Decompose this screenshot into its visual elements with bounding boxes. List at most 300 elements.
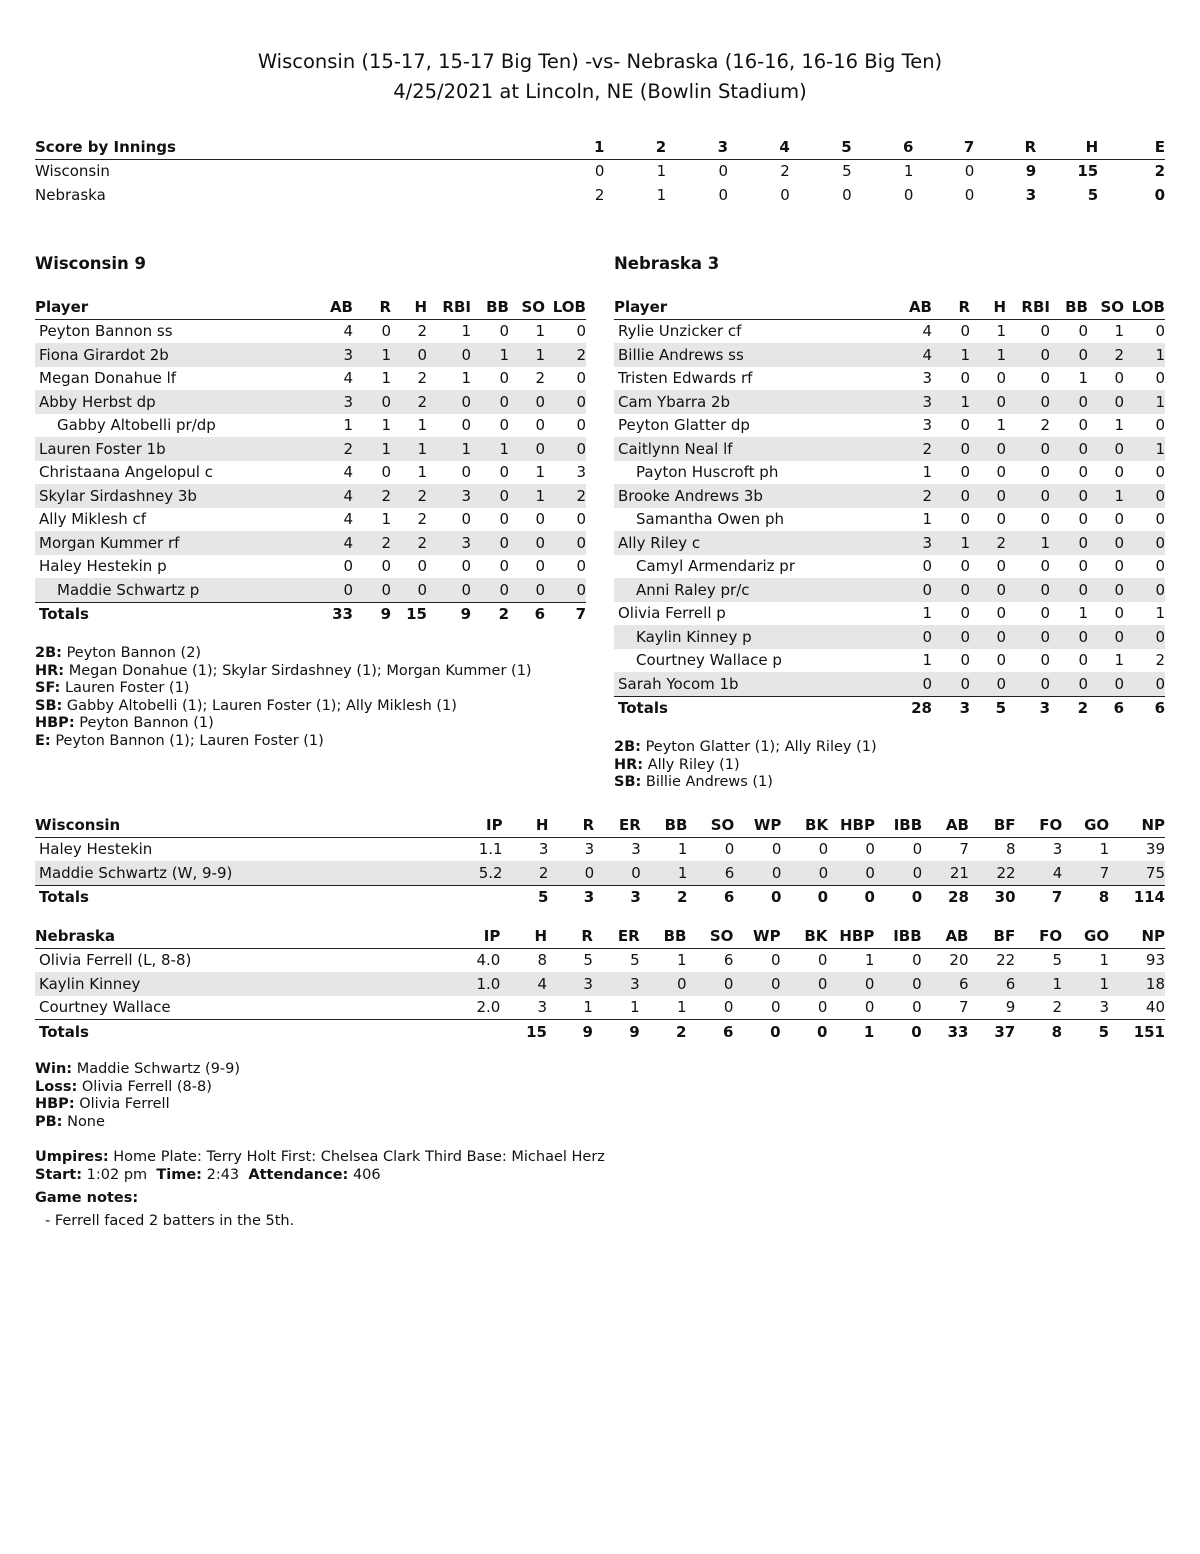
player-row — [614, 343, 1165, 367]
note-text: Peyton Glatter (1); Ally Riley (1) — [645, 739, 877, 755]
pitcher-stat: 7 — [958, 998, 969, 1017]
home-team-score-label: Nebraska 3 — [614, 254, 720, 273]
pitcher-row — [35, 972, 1165, 996]
batting-col-header: SO — [509, 295, 545, 319]
score-team-row — [35, 183, 1165, 207]
totals-stat: 2 — [471, 602, 509, 626]
player-stat: 4 — [305, 531, 353, 555]
player-name: Camyl Armendariz pr — [636, 557, 795, 576]
player-stat: 1 — [1124, 437, 1165, 461]
player-stat: 0 — [1050, 437, 1088, 461]
note-label: SB: — [35, 697, 63, 714]
player-stat: 0 — [1155, 369, 1165, 388]
pitcher-stat: 3 — [1052, 840, 1063, 859]
pitching-col-header: BK — [781, 924, 828, 948]
player-stat: 0 — [509, 531, 545, 555]
player-stat: 0 — [545, 390, 586, 414]
pitcher-stat: 0 — [818, 840, 829, 859]
pitcher-stat: 0 — [875, 861, 922, 885]
pitcher-stat: 6 — [723, 951, 734, 970]
inning-runs: 1 — [903, 162, 914, 181]
player-name: Anni Raley pr/c — [614, 578, 884, 602]
player-stat: 0 — [545, 578, 586, 602]
totals-stat: 0 — [875, 885, 922, 909]
inning-runs: 0 — [718, 162, 729, 181]
player-stat: 0 — [1078, 416, 1088, 435]
pitching-col-header: AB — [922, 813, 969, 837]
player-stat: 0 — [381, 463, 391, 482]
pitcher-stat: 0 — [640, 972, 687, 996]
pitcher-stat: 0 — [912, 840, 923, 859]
player-stat: 0 — [1040, 369, 1050, 388]
player-row — [35, 461, 586, 485]
pitcher-stat: 6 — [969, 972, 1016, 996]
pitcher-row — [35, 948, 1165, 972]
note-text: Ally Riley (1) — [647, 756, 740, 773]
player-row — [35, 531, 586, 555]
player-stat: 1 — [471, 437, 509, 461]
player-stat: 1 — [970, 343, 1006, 367]
batting-col-header: Player — [35, 295, 305, 319]
player-stat: 0 — [391, 578, 427, 602]
pitcher-stat: 0 — [686, 972, 733, 996]
pitcher-row — [35, 861, 1165, 885]
player-stat: 0 — [970, 437, 1006, 461]
pitcher-stat: 1 — [1099, 951, 1110, 970]
player-stat: 2 — [305, 437, 353, 461]
player-name: Skylar Sirdashney 3b — [35, 484, 305, 508]
player-stat: 0 — [545, 437, 586, 461]
player-name: Lauren Foster 1b — [35, 437, 305, 461]
pitcher-stat: 0 — [594, 861, 641, 885]
player-stat: 3 — [427, 484, 471, 508]
pitcher-stat: 0 — [827, 972, 874, 996]
totals-label: Totals — [35, 1020, 453, 1044]
totals-label: Totals — [35, 602, 305, 626]
player-stat: 2 — [353, 484, 391, 508]
pitching-col-header: HBP — [828, 813, 875, 837]
pitcher-stat: 0 — [724, 840, 735, 859]
score-col-header: H — [1036, 135, 1098, 159]
inning-runs: 5 — [842, 162, 852, 181]
player-stat: 1 — [427, 437, 471, 461]
player-stat: 0 — [461, 416, 471, 435]
note-label: E: — [35, 732, 51, 749]
note-label: HR: — [35, 662, 65, 679]
player-stat: 2 — [391, 531, 427, 555]
start-value: 1:02 pm — [86, 1166, 148, 1183]
batting-col-header: RBI — [1006, 295, 1050, 319]
player-stat: 0 — [1040, 604, 1050, 623]
batting-totals-row — [614, 696, 1165, 720]
player-name: Rylie Unzicker cf — [618, 322, 742, 341]
visitor-pitching-table — [35, 813, 1165, 909]
pitcher-name: Olivia Ferrell (L, 8-8) — [39, 951, 192, 970]
batting-col-header: AB — [884, 295, 932, 319]
batting-col-header: R — [932, 295, 970, 319]
pitcher-stat: 0 — [865, 840, 875, 859]
totals-label: Totals — [35, 885, 456, 909]
player-name: Ally Riley c — [614, 531, 884, 555]
player-stat: 2 — [535, 369, 545, 388]
player-stat: 3 — [884, 390, 932, 414]
batting-col-header: LOB — [1124, 295, 1165, 319]
player-name: Gabby Altobelli pr/dp — [57, 416, 216, 435]
player-stat: 0 — [1124, 531, 1165, 555]
batting-col-header: SO — [1088, 295, 1124, 319]
pitcher-stat: 0 — [723, 998, 734, 1017]
batting-note-line — [35, 663, 532, 681]
note-label: HBP: — [35, 715, 75, 732]
player-stat: 0 — [1155, 557, 1165, 576]
player-stat: 0 — [471, 390, 509, 414]
player-stat: 1 — [996, 416, 1006, 435]
player-stat: 1 — [1114, 651, 1124, 670]
totals-stat: 0 — [828, 885, 875, 909]
player-stat: 0 — [996, 463, 1006, 482]
pitcher-stat: 1 — [583, 998, 593, 1017]
player-stat: 2 — [417, 369, 427, 388]
decision-summary — [35, 1061, 240, 1131]
totals-stat: 0 — [733, 1020, 780, 1044]
note-label: SB: — [614, 774, 642, 791]
pitcher-stat: 4 — [500, 972, 547, 996]
player-stat: 2 — [884, 437, 932, 461]
player-stat: 2 — [391, 390, 427, 414]
pitcher-stat: 21 — [922, 861, 969, 885]
player-stat: 0 — [932, 484, 970, 508]
score-header-label: Score by Innings — [35, 135, 543, 159]
player-stat: 0 — [1040, 322, 1050, 341]
player-stat: 4 — [884, 343, 932, 367]
player-stat: 0 — [1124, 484, 1165, 508]
inning-runs: 2 — [780, 162, 790, 181]
player-stat: 0 — [960, 557, 970, 576]
inning-runs: 1 — [656, 185, 667, 204]
pitcher-stat: 3 — [1099, 998, 1110, 1017]
summary-line — [35, 1096, 240, 1114]
total-errors: 0 — [1154, 185, 1165, 204]
player-stat: 0 — [1050, 390, 1088, 414]
player-stat: 0 — [499, 369, 509, 388]
game-notes-title: Game notes: — [35, 1190, 139, 1206]
pitcher-stat: 0 — [734, 861, 781, 885]
pitcher-stat: 0 — [817, 951, 828, 970]
player-stat: 1 — [417, 416, 427, 435]
player-stat: 1 — [1155, 604, 1165, 623]
totals-stat: 15 — [391, 602, 427, 626]
note-text: Billie Andrews (1) — [645, 774, 773, 791]
batting-header-row — [614, 295, 1165, 319]
pitcher-stat: 0 — [733, 972, 780, 996]
totals-stat: 3 — [932, 696, 970, 720]
totals-stat: 151 — [1109, 1020, 1165, 1044]
score-col-header: 3 — [666, 135, 728, 159]
totals-stat: 0 — [874, 1020, 921, 1044]
player-stat: 0 — [960, 463, 970, 482]
total-runs: 9 — [1025, 162, 1037, 181]
pitcher-stat: 1 — [677, 840, 688, 859]
pitching-totals-row — [35, 1020, 1165, 1044]
player-stat: 0 — [970, 484, 1006, 508]
pitcher-stat: 22 — [996, 951, 1016, 970]
pitcher-stat: 6 — [922, 972, 969, 996]
totals-stat: 6 — [1124, 696, 1165, 720]
player-name: Peyton Glatter dp — [618, 416, 750, 435]
pitcher-stat: 2.0 — [476, 998, 501, 1017]
totals-stat: 3 — [548, 885, 594, 909]
player-stat: 0 — [576, 416, 586, 435]
player-name: Billie Andrews ss — [614, 343, 884, 367]
player-row — [614, 578, 1165, 602]
game-title: Wisconsin (15-17, 15-17 Big Ten) -vs- Nebraska (16-16, 16-16 Big Ten) — [257, 50, 943, 73]
batting-note-line — [35, 698, 532, 716]
player-stat: 0 — [1088, 531, 1124, 555]
attendance-value: 406 — [352, 1166, 381, 1183]
player-stat: 0 — [1155, 322, 1165, 341]
player-stat: 0 — [576, 369, 586, 388]
player-stat: 0 — [1088, 625, 1124, 649]
pitching-col-header: R — [547, 924, 593, 948]
pitching-col-header: SO — [687, 813, 734, 837]
inning-runs: 0 — [718, 185, 729, 204]
player-stat: 1 — [381, 416, 391, 435]
totals-stat: 7 — [1016, 885, 1063, 909]
note-text: Lauren Foster (1) — [64, 680, 190, 697]
score-col-header: 4 — [728, 135, 790, 159]
pitcher-stat: 1 — [676, 998, 687, 1017]
pitching-col-header: WP — [733, 924, 780, 948]
player-stat: 1 — [996, 322, 1006, 341]
totals-stat: 8 — [1062, 885, 1109, 909]
totals-stat: 6 — [687, 885, 734, 909]
batting-header-row — [35, 295, 586, 319]
player-stat: 0 — [499, 322, 509, 341]
player-stat: 0 — [471, 484, 509, 508]
player-row — [614, 531, 1165, 555]
score-header-row — [35, 135, 1165, 159]
summary-label: HBP: — [35, 1096, 75, 1113]
player-stat: 0 — [535, 416, 545, 435]
player-stat: 0 — [427, 390, 471, 414]
pitcher-stat: 1 — [641, 861, 688, 885]
summary-value: None — [67, 1113, 105, 1130]
game-notes-text: - Ferrell faced 2 batters in the 5th. — [45, 1213, 295, 1229]
player-row — [35, 508, 586, 532]
player-stat: 2 — [417, 510, 427, 529]
player-stat: 1 — [353, 343, 391, 367]
player-stat: 0 — [545, 531, 586, 555]
batting-note-line — [614, 739, 877, 757]
totals-stat: 5 — [503, 885, 549, 909]
player-stat: 0 — [1050, 484, 1088, 508]
pitcher-stat: 0 — [781, 972, 828, 996]
player-name: Olivia Ferrell p — [618, 604, 726, 623]
player-stat: 0 — [499, 463, 509, 482]
player-stat: 0 — [471, 578, 509, 602]
score-col-header: 6 — [852, 135, 914, 159]
player-name: Brooke Andrews 3b — [614, 484, 884, 508]
player-stat: 0 — [427, 343, 471, 367]
player-row — [614, 367, 1165, 391]
player-stat: 1 — [1124, 343, 1165, 367]
inning-runs: 0 — [964, 185, 975, 204]
pitcher-stat: 1 — [864, 951, 875, 970]
pitching-team-name: Wisconsin — [35, 813, 456, 837]
pitcher-name: Maddie Schwartz (W, 9-9) — [35, 861, 456, 885]
totals-label: Totals — [614, 696, 884, 720]
umpires-value: Home Plate: Terry Holt First: Chelsea Clark Third Base: Michael Herz — [113, 1149, 605, 1165]
player-stat: 0 — [884, 578, 932, 602]
player-stat: 0 — [932, 625, 970, 649]
player-stat: 0 — [353, 390, 391, 414]
player-row — [35, 555, 586, 579]
note-label: 2B: — [614, 739, 641, 755]
totals-stat: 114 — [1109, 885, 1165, 909]
player-stat: 0 — [535, 510, 545, 529]
player-stat: 1 — [922, 651, 932, 670]
pitcher-stat: 4 — [1016, 861, 1063, 885]
player-stat: 0 — [353, 578, 391, 602]
time-value: 2:43 — [206, 1166, 240, 1183]
pitcher-stat: 18 — [1109, 972, 1165, 996]
player-stat: 0 — [471, 531, 509, 555]
inning-runs: 0 — [594, 162, 605, 181]
player-row — [614, 649, 1165, 673]
player-row — [35, 390, 586, 414]
score-team-name: Nebraska — [35, 185, 106, 204]
pitcher-stat: 2 — [1052, 998, 1063, 1017]
player-stat: 1 — [535, 322, 545, 341]
batting-col-header: BB — [1050, 295, 1088, 319]
totals-stat: 2 — [1050, 696, 1088, 720]
player-stat: 1 — [922, 604, 932, 623]
totals-stat: 0 — [781, 1020, 828, 1044]
totals-stat: 37 — [969, 1020, 1016, 1044]
player-stat: 1 — [417, 463, 427, 482]
note-label: HR: — [614, 756, 644, 773]
totals-stat: 3 — [1006, 696, 1050, 720]
pitcher-stat: 1 — [630, 998, 640, 1017]
player-stat: 0 — [1088, 437, 1124, 461]
batting-note-line — [614, 774, 877, 792]
player-stat: 0 — [996, 651, 1006, 670]
player-stat: 2 — [884, 484, 932, 508]
pitching-col-header: IP — [456, 813, 503, 837]
player-stat: 1 — [535, 463, 545, 482]
pitcher-stat: 7 — [959, 840, 969, 859]
player-row — [614, 484, 1165, 508]
home-batting-notes — [614, 739, 877, 792]
note-text: Peyton Bannon (1); Lauren Foster (1) — [55, 732, 324, 749]
player-stat: 4 — [343, 369, 353, 388]
pitcher-stat: 8 — [537, 951, 547, 970]
batting-totals-row — [35, 602, 586, 626]
player-stat: 0 — [960, 651, 970, 670]
player-row — [614, 625, 1165, 649]
pitcher-stat: 39 — [1145, 840, 1165, 859]
pitcher-stat: 0 — [912, 951, 922, 970]
player-stat: 0 — [922, 557, 932, 576]
pitcher-stat: 0 — [771, 998, 781, 1017]
player-row — [35, 578, 586, 602]
pitcher-stat: 0 — [817, 998, 828, 1017]
pitching-col-header: BB — [641, 813, 688, 837]
totals-stat: 2 — [640, 1020, 687, 1044]
total-hits: 5 — [1087, 185, 1099, 204]
player-stat: 3 — [305, 390, 353, 414]
pitching-col-header: FO — [1015, 924, 1062, 948]
summary-label: Loss: — [35, 1078, 78, 1095]
totals-stat: 28 — [884, 696, 932, 720]
totals-stat: 33 — [922, 1020, 969, 1044]
pitcher-row — [35, 996, 1165, 1020]
player-row — [35, 484, 586, 508]
player-stat: 1 — [1114, 322, 1124, 341]
player-stat: 0 — [1050, 578, 1088, 602]
pitcher-stat: 3 — [547, 972, 593, 996]
player-stat: 1 — [381, 510, 391, 529]
totals-stat: 9 — [547, 1020, 593, 1044]
player-stat: 0 — [1155, 510, 1165, 529]
player-stat: 0 — [932, 578, 970, 602]
visitor-batting-notes — [35, 645, 532, 751]
pitching-team-name: Nebraska — [35, 924, 453, 948]
player-stat: 3 — [427, 531, 471, 555]
pitching-col-header: BF — [969, 924, 1016, 948]
player-stat: 2 — [970, 531, 1006, 555]
pitching-col-header: WP — [734, 813, 781, 837]
player-row — [614, 508, 1165, 532]
player-stat: 0 — [1114, 604, 1124, 623]
player-stat: 0 — [1006, 625, 1050, 649]
player-stat: 2 — [545, 343, 586, 367]
player-name: Caitlynn Neal lf — [614, 437, 884, 461]
pitcher-stat: 1 — [1015, 972, 1062, 996]
player-stat: 0 — [996, 604, 1006, 623]
totals-stat: 1 — [827, 1020, 874, 1044]
score-team-name: Wisconsin — [35, 162, 110, 181]
pitcher-stat: 0 — [828, 861, 875, 885]
player-stat: 4 — [343, 463, 353, 482]
pitching-col-header: AB — [922, 924, 969, 948]
totals-stat: 6 — [1088, 696, 1124, 720]
player-stat: 0 — [970, 672, 1006, 696]
player-stat: 0 — [576, 322, 586, 341]
player-stat: 0 — [884, 625, 932, 649]
player-stat: 0 — [1006, 672, 1050, 696]
totals-stat: 9 — [427, 602, 471, 626]
visitor-team-score-label: Wisconsin 9 — [35, 254, 146, 273]
player-stat: 0 — [1114, 557, 1124, 576]
player-stat: 1 — [932, 343, 970, 367]
pitcher-stat: 22 — [969, 861, 1016, 885]
player-stat: 0 — [1006, 484, 1050, 508]
player-stat: 0 — [1078, 510, 1088, 529]
player-stat: 0 — [996, 369, 1006, 388]
pitcher-stat: 0 — [874, 972, 921, 996]
inning-runs: 0 — [903, 185, 914, 204]
player-stat: 0 — [576, 557, 586, 576]
batting-col-header: H — [391, 295, 427, 319]
player-stat: 1 — [1006, 531, 1050, 555]
player-stat: 0 — [1088, 390, 1124, 414]
player-stat: 0 — [343, 557, 353, 576]
player-stat: 1 — [922, 510, 932, 529]
score-col-header: E — [1098, 135, 1165, 159]
player-stat: 3 — [305, 343, 353, 367]
player-stat: 0 — [1050, 343, 1088, 367]
